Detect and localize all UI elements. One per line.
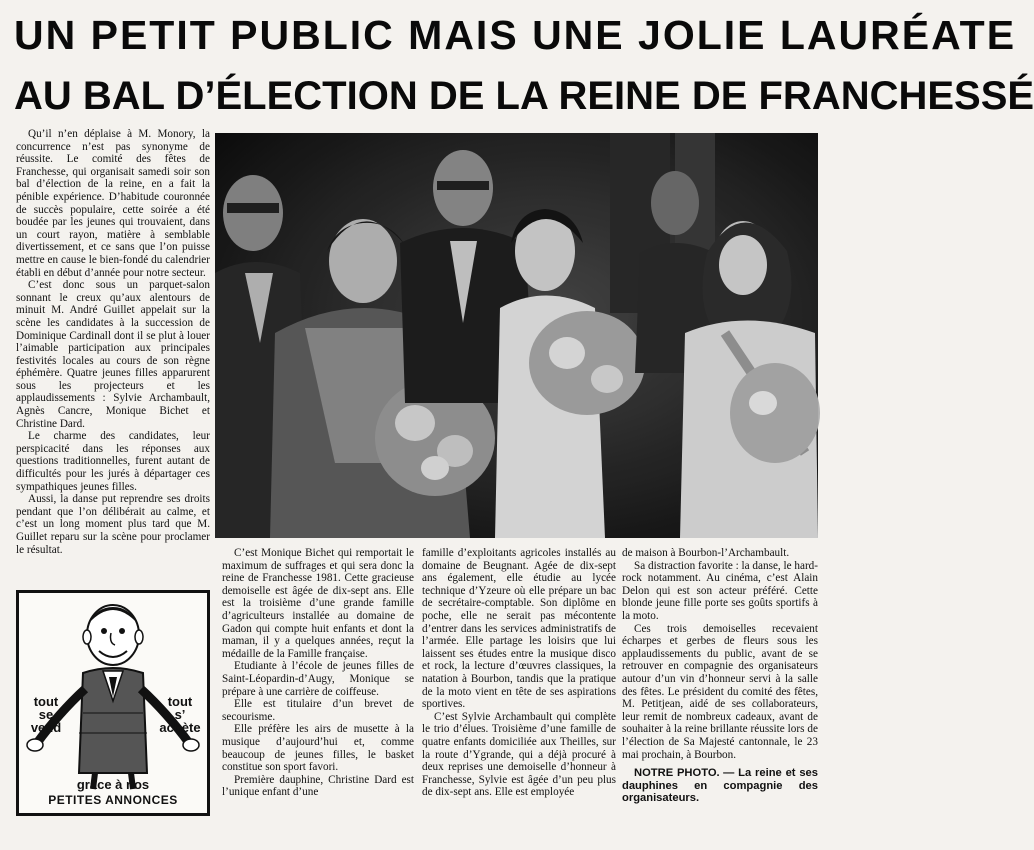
paragraph: C’est donc sous un parquet-salon sonnant le creux qu’aux alentours de minuit M. André Guillet appelait sur la scène les candidates à la succession de Dominique Cardinall dont il se plut à louer l’aimable participation aux principales festivités locales au cours de son règne éphémère. Quatre jeunes filles apparurent sous les projecteurs et les applaudissements : Sylvie Archambault, Agnès Cancre, Monique Bichet et Christine Dard. (16, 279, 210, 430)
paragraph: Elle préfère les airs de musette à la musique d’aujourd’hui et, comme beaucoup de jeunes filles, le basket constitue son sport favori. (222, 723, 414, 774)
ad-word: vend (30, 720, 62, 735)
ad-word: s’ (174, 707, 186, 722)
paragraph: Qu’il n’en déplaise à M. Monory, la concurrence n’est pas synonyme de réussite. Le comité des fêtes de Franchesse, qui organisait samedi soir son bal d’élection de la reine, en a fait la pénible expérience. D’habitude couronnée de succès populaire, cette soirée a été boudée par les jeunes qui trouvaient, dans un court rayon, matière à semblable divertissement, et ce sans que l’on puisse mettre en cause le bien-fondé du calendrier établi en début d’année pour notre secteur. (16, 128, 210, 279)
photo-caption (622, 767, 818, 805)
classified-ads-box (16, 590, 210, 816)
article-column-4 (622, 547, 818, 822)
paragraph: famille d’exploitants agricoles installés au domaine de Beugnant. Agée de dix-sept ans également, elle étudie au lycée technique d’Yzeure où elle prépare un bac de secrétaire-comptable. Son diplôme en poche, elle ne serait pas mécontente d’entrer dans les services administratifs de l’armée. Elle partage les loisirs que lui laissent ses études entre la musique disco et rock, la lecture d’œuvres classiques, la natation à Bourbon, tandis que la pratique de la moto vient en tête de ses aspirations sportives. (422, 547, 616, 711)
article-photo (215, 133, 818, 538)
paragraph: Etudiante à l’école de jeunes filles de Saint-Léopardin-d’Augy, Monique se prépare à une carrière de coiffeuse. (222, 660, 414, 698)
caption-text: — La reine et ses dauphines en compagnie des organisateurs. (622, 767, 818, 805)
caption-lead: NOTRE PHOTO. (634, 767, 720, 780)
ad-tagline: grâce à nos (76, 777, 150, 792)
article-column-2 (222, 547, 414, 822)
paragraph: C’est Sylvie Archambault qui complète le trio d’élues. Troisième d’une famille de quatre enfants domiciliée aux Theilles, sur la route d’Ygrande, qui a déjà procuré à deux reprises une demoiselle d’honneur à Franchesse, Sylvie est âgée d’un peu plus de dix-sept ans. Elle est employée (422, 710, 616, 799)
paragraph: de maison à Bourbon-l’Archambault. (622, 547, 790, 559)
ad-text-right (155, 695, 205, 734)
article-column-3 (422, 547, 616, 822)
paragraph: Première dauphine, Christine Dard est l’unique enfant d’une (222, 773, 414, 799)
ad-word: tout (33, 694, 59, 709)
paragraph: Aussi, la danse put reprendre ses droits pendant que l’on délibérait au calme, et c’est un long moment plus tard que M. Guillet reparu sur la scène pour proclamer le résultat. (16, 493, 210, 556)
paragraph: Ces trois demoiselles recevaient écharpes et gerbes de fleurs sous les applaudissements du public, avant de se retrouver en compagnie des organisateurs autour d’un vin d’honneur servi à la salle des fêtes. Le président du comité des fêtes, M. Petitjean, aidé de ses collaborateurs, leur remit de nombreux cadeaux, avant de souhaiter à la reine brillante réussite lors de l’élection de Sa Majesté cantonnale, le 23 mai prochain, à Bourbon. (622, 622, 818, 761)
headline-line-1: UN PETIT PUBLIC MAIS UNE JOLIE LAURÉATE (14, 12, 1017, 58)
headline-line-2: AU BAL D’ÉLECTION DE LA REINE DE FRANCHESSÉ (14, 74, 1034, 118)
ad-title: PETITES ANNONCES (48, 793, 178, 807)
ad-word: se (38, 707, 54, 722)
ad-text-left (23, 695, 69, 734)
paragraph: Sa distraction favorite : la danse, le hard-rock notamment. Au cinéma, c’est Alain Delon qui est son acteur préféré. Cette blonde jeune fille porte ses goûts sportifs à la moto. (622, 559, 818, 622)
ad-word: achète (159, 720, 201, 735)
paragraph: Le charme des candidates, leur perspicacité dans les réponses aux questions traditionnelles, furent autant de difficultés pour les jurés à départager ces sympathiques jeunes filles. (16, 430, 210, 493)
photo-illustration (215, 133, 818, 538)
paragraph: Elle est titulaire d’un brevet de secourisme. (222, 698, 414, 723)
ad-word: tout (167, 694, 193, 709)
paragraph: C’est Monique Bichet qui remportait le maximum de suffrages et qui sera donc la reine de Franchesse 1981. Cette gracieuse demoiselle est âgée de dix-sept ans. Elle est la troisième d’une grande famille d’agriculteurs installée au domaine de Gadon qui compte huit enfants et dont la maman, il y a quelques années, reçut la médaille de la Famille française. (222, 547, 414, 660)
article-column-1 (16, 128, 210, 583)
